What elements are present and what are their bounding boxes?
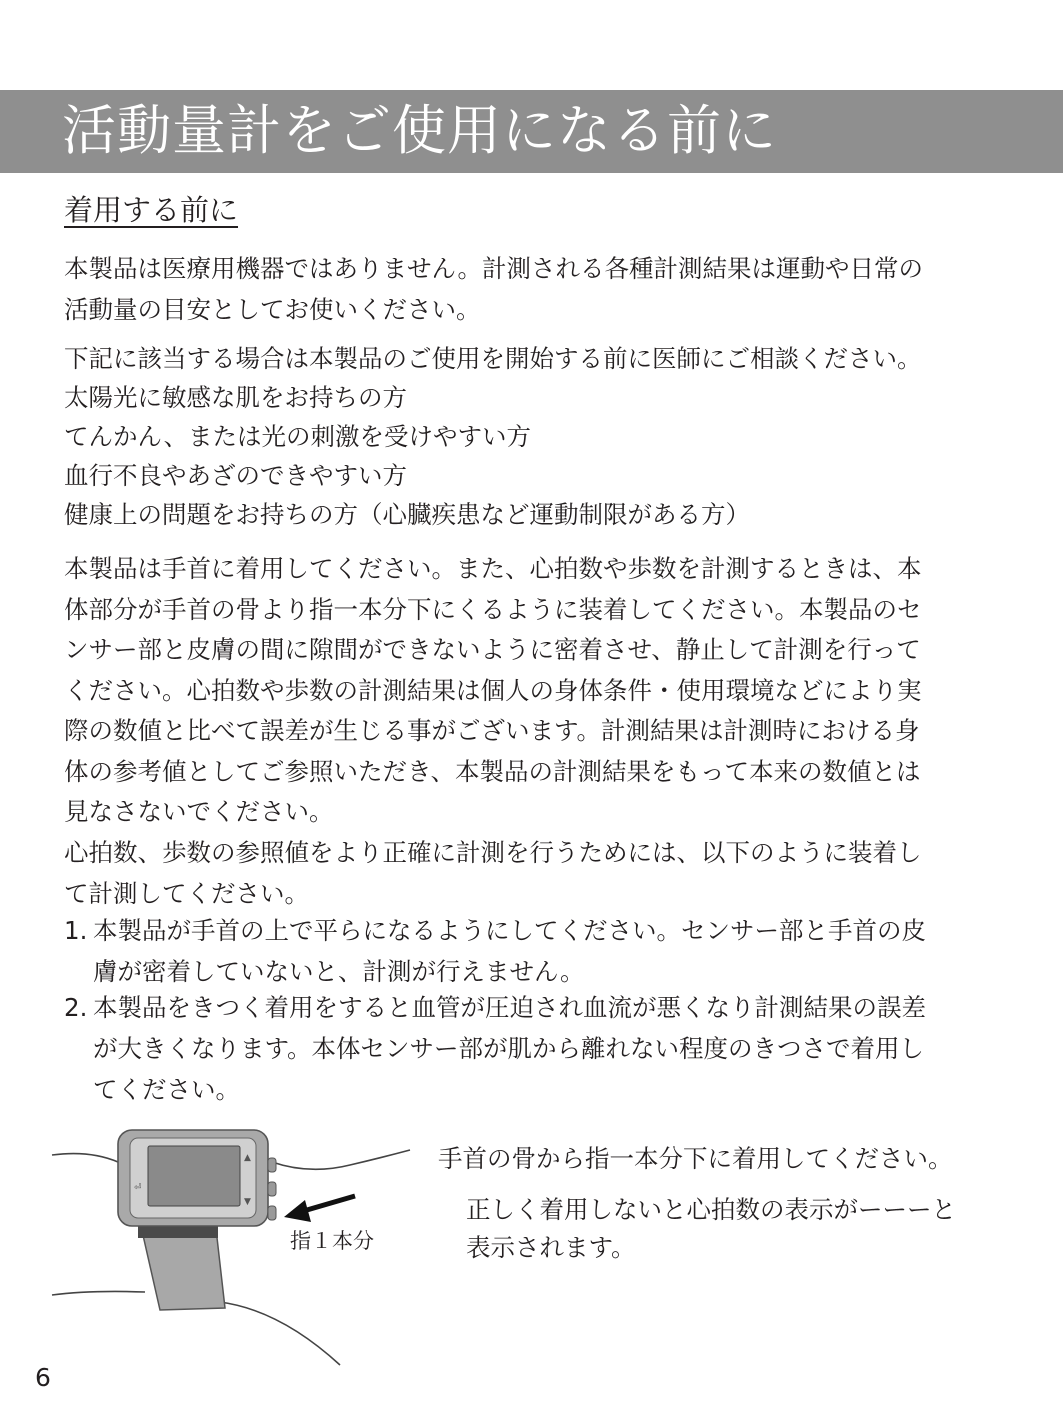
paragraph-consult-doctor: 下記に該当する場合は本製品のご使用を開始する前に医師にご相談ください。 太陽光に敏感な肌をお持ちの方 てんかん、または光の刺激を受けやすい方 血行不良やあざのできやすい方 健康上の問題をお持ちの方（心臓疾患など運動制限がある方） bbox=[64, 344, 922, 529]
header-band bbox=[0, 90, 1063, 173]
finger-width-label: 指１本分 bbox=[290, 1229, 374, 1253]
figure-caption: 手首の骨から指一本分下に着用してください。 bbox=[438, 1144, 953, 1173]
list-item: 1. 本製品が手首の上で平らになるようにしてください。センサー部と手首の皮 膚が密着していないと、計測が行えません。 bbox=[64, 916, 926, 986]
paragraph-wearing-instructions: 本製品は手首に着用してください。また、心拍数や歩数を計測するときは、本 体部分が手首の骨より指一本分下にくるように装着してください。本製品のセ ンサー部と皮膚の間に隙間ができないように密着させ、静止して計測を行って ください。心拍数や歩数の計測結果は個人の身体条件・使用環境などにより実 際の数値と比べて誤差が生じる事がございます。計測結果は計測時における身 体の参考値としてご参照いただき、本製品の計測結果をもって本来の数値とは 見なさないでください。 bbox=[64, 554, 922, 826]
page-number: 6 bbox=[35, 1363, 51, 1392]
section-heading: 着用する前に bbox=[64, 193, 239, 227]
paragraph-not-medical: 本製品は医療用機器ではありません。計測される各種計測結果は運動や日常の 活動量の目安としてお使いください。 bbox=[64, 254, 923, 324]
figure-note: 正しく着用しないと心拍数の表示がーーーと 表示されます。 bbox=[466, 1195, 956, 1262]
paragraph-accuracy-intro: 心拍数、歩数の参照値をより正確に計測を行うためには、以下のように装着し て計測してください。 bbox=[64, 838, 922, 908]
svg-text:⏎: ⏎ bbox=[134, 1183, 142, 1193]
svg-text:▲: ▲ bbox=[244, 1153, 251, 1163]
svg-text:▼: ▼ bbox=[244, 1197, 251, 1207]
page-title: 活動量計をご使用になる前に bbox=[62, 99, 777, 162]
list-item: 2. 本製品をきつく着用をすると血管が圧迫され血流が悪くなり計測結果の誤差 が大きくなります。本体センサー部が肌から離れない程度のきつさで着用し てください。 bbox=[64, 993, 926, 1104]
